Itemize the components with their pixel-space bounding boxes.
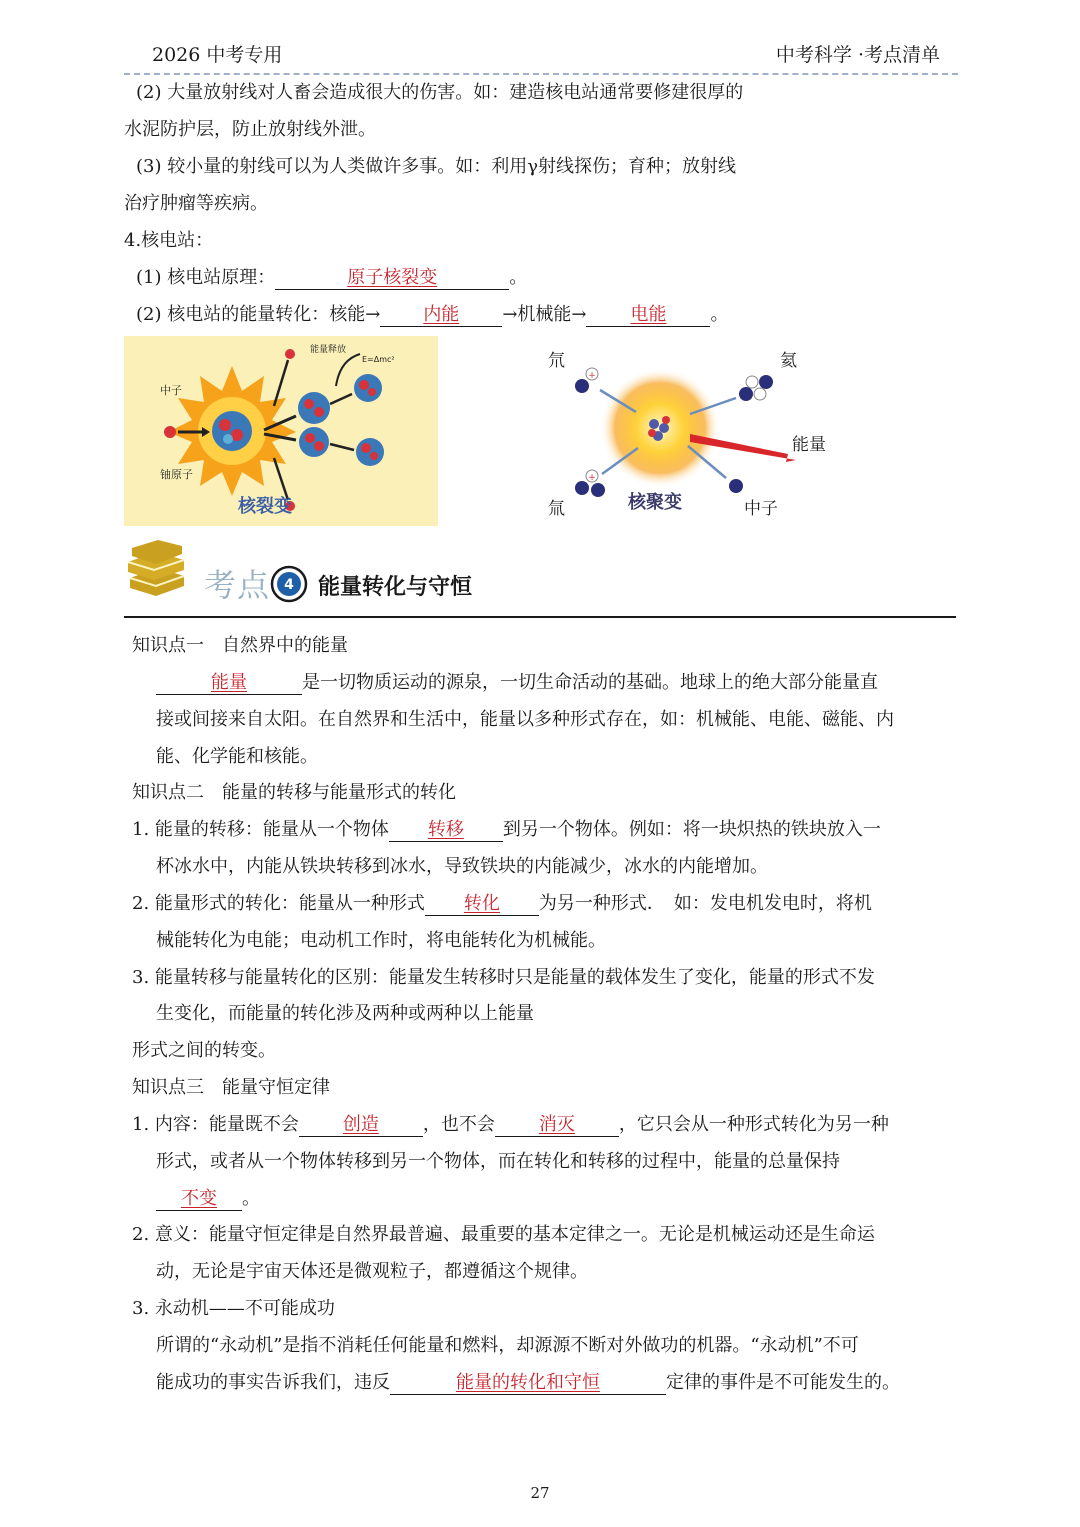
section-number-badge [270, 565, 308, 603]
nucleus-proton [219, 419, 231, 431]
k2-item3-line3: 形式之间的转变。 [132, 1040, 276, 1061]
fusion-particle [659, 423, 669, 433]
k2-item2-blank [425, 893, 539, 916]
section-divider [124, 616, 956, 618]
k3-item1-blank-1 [299, 1114, 423, 1137]
nuclear-plant-principle [136, 265, 527, 291]
kaodian-label: 考点 [204, 566, 271, 604]
tritium-neutron [591, 483, 605, 497]
fission-diagram [124, 336, 438, 526]
helium-proton [754, 388, 766, 400]
k2-item1-blank [389, 819, 503, 842]
k2-item2-post: 为另一种形式． 如：发电机发电时，将机 [538, 893, 872, 914]
fusion-proton [662, 416, 670, 424]
k3-item1-line3 [156, 1186, 260, 1212]
conversion-blank-1 [380, 304, 502, 327]
neutron-label: 中子 [160, 384, 182, 397]
incoming-neutron [164, 426, 176, 438]
fusion-particle [649, 419, 659, 429]
fission-title: 核裂变 [238, 496, 292, 517]
fusion-diagram [540, 336, 840, 526]
radiation-item-2-line1: (2) 大量放射线对人畜会造成很大的伤害。如：建造核电站通常要修建很厚的 [136, 82, 744, 103]
k1-line1 [156, 670, 878, 696]
k1-answer: 能量 [211, 672, 247, 693]
tritium-label: 氚 [548, 499, 565, 519]
k3-item3-line1: 3. 永动机——不可能成功 [132, 1298, 335, 1319]
k2-heading: 知识点二 能量的转移与能量形式的转化 [132, 782, 456, 803]
k2-item2-line1 [132, 891, 872, 917]
energy-release-label: 能量释放 [310, 345, 347, 355]
conversion-answer-1: 内能 [423, 304, 460, 325]
k3-item1-post: ，它只会从一种形式转化为另一种 [618, 1114, 889, 1135]
page-number: 27 [530, 1484, 550, 1502]
fragment-1-proton [314, 407, 324, 417]
k3-item1-blank-3 [156, 1188, 242, 1211]
k2-item3-line2: 生变化，而能量的转化涉及两种或两种以上能量 [156, 1003, 534, 1024]
fragment-1-proton [304, 399, 314, 409]
k2-item1-post: 到另一个物体。例如：将一块炽热的铁块放入一 [502, 819, 881, 840]
k3-item3-line3 [156, 1370, 900, 1396]
k1-line3: 能、化学能和核能。 [156, 746, 318, 767]
k1-heading: 知识点一 自然界中的能量 [132, 635, 348, 656]
k3-item1-line1 [132, 1112, 889, 1138]
helium-proton [746, 376, 758, 388]
k1-line2: 接或间接来自太阳。在自然界和生活中，能量以多种形式存在，如：机械能、电能、磁能、内 [156, 709, 894, 730]
k2-item1-pre: 1. 能量的转移：能量从一个物体 [132, 819, 389, 840]
product-1-proton [359, 380, 369, 390]
k3-item3-post: 定律的事件是不可能发生的。 [666, 1372, 900, 1393]
fusion-title: 核聚变 [628, 492, 682, 513]
k3-item3-answer: 能量的转化和守恒 [456, 1372, 600, 1393]
k3-item3-blank [390, 1372, 666, 1395]
principle-blank [275, 267, 509, 290]
principle-answer: 原子核裂变 [347, 267, 438, 288]
radiation-item-3-line1: (3) 较小量的射线可以为人类做许多事。如：利用γ射线探伤；育种；放射线 [136, 156, 736, 177]
conversion-blank-2 [586, 304, 710, 327]
fragment-2-proton [305, 433, 315, 443]
fragment-2 [299, 427, 329, 457]
deuterium-label: 氘 [548, 351, 565, 371]
plus-sign: + [588, 473, 596, 483]
k2-item2-pre: 2. 能量形式的转化：能量从一种形式 [132, 893, 425, 914]
k2-item3-line1: 3. 能量转移与能量转化的区别：能量发生转移时只是能量的载体发生了变化，能量的形式不发 [132, 967, 875, 988]
k2-item1-line2: 杯冰水中，内能从铁块转移到冰水，导致铁块的内能减少，冰水的内能增加。 [156, 856, 768, 877]
released-neutron-1 [285, 349, 295, 359]
helium-neutron [759, 375, 773, 389]
nuclear-plant-heading: 4.核电站： [124, 230, 214, 251]
k2-item1-answer: 转移 [427, 819, 464, 840]
helium-neutron [739, 387, 753, 401]
k3-heading: 知识点三 能量守恒定律 [132, 1077, 330, 1098]
conversion-end: 。 [710, 304, 729, 325]
badge-number: 4 [284, 577, 294, 593]
header-left: 2026 中考专用 [152, 44, 283, 66]
helium-label: 氦 [780, 351, 797, 371]
k3-item1-blank-2 [495, 1114, 619, 1137]
k1-line1-text: 是一切物质运动的源泉，一切生命活动的基础。地球上的绝大部分能量直 [302, 672, 878, 693]
k2-item1-line1 [132, 817, 881, 843]
k2-item2-answer: 转化 [463, 893, 500, 914]
k2-item2-line2: 械能转化为电能；电动机工作时，将电能转化为机械能。 [156, 930, 606, 951]
product-2 [356, 438, 384, 466]
conversion-answer-2: 电能 [630, 304, 667, 325]
principle-label: (1) 核电站原理： [136, 267, 276, 288]
header-right: 中考科学 ·考点清单 [775, 44, 940, 66]
principle-end: 。 [509, 267, 528, 288]
fragment-1 [298, 392, 330, 424]
fusion-proton [648, 429, 656, 437]
k3-item1-pre: 1. 内容：能量既不会 [132, 1114, 299, 1135]
k3-item1-mid: ，也不会 [422, 1114, 495, 1135]
radiation-item-2-line2: 水泥防护层，防止放射线外泄。 [124, 119, 376, 140]
k3-item3-line2: 所谓的“永动机”是指不消耗任何能量和燃料，却源源不断对外做功的机器。“永动机”不可 [156, 1335, 859, 1356]
k3-item3-pre: 能成功的事实告诉我们，违反 [156, 1372, 390, 1393]
neutron-label: 中子 [744, 499, 778, 519]
k3-item2-line2: 动，无论是宇宙天体还是微观粒子，都遵循这个规律。 [156, 1261, 588, 1282]
energy-formula: E=Δmc² [362, 355, 395, 364]
deuterium-neutron [575, 379, 589, 393]
product-1-proton [368, 388, 376, 396]
uranium-label: 铀原子 [160, 468, 193, 481]
nucleus-neutron [223, 434, 233, 444]
energy-label: 能量 [792, 435, 826, 455]
books-icon [124, 538, 190, 598]
k3-item1-line2: 形式，或者从一个物体转移到另一个物体，而在转化和转移的过程中，能量的总量保持 [156, 1151, 840, 1172]
k3-item1-answer-3: 不变 [181, 1188, 217, 1209]
released-neutron [729, 479, 743, 493]
conversion-mid: →机械能→ [502, 304, 587, 325]
k3-item1-answer-1: 创造 [342, 1114, 379, 1135]
product-2-proton [370, 452, 378, 460]
tritium-neutron [575, 481, 589, 495]
section-title: 能量转化与守恒 [318, 575, 473, 600]
uranium-nucleus [212, 411, 252, 451]
fragment-2-proton [314, 441, 324, 451]
radiation-item-3-line2: 治疗肿瘤等疾病。 [124, 193, 268, 214]
k3-item1-end: 。 [242, 1188, 260, 1209]
header-divider [124, 73, 958, 75]
k3-item1-answer-2: 消灭 [538, 1114, 575, 1135]
k1-blank [156, 672, 302, 695]
nuclear-plant-conversion [136, 302, 728, 328]
plus-sign: + [588, 371, 596, 381]
conversion-label: (2) 核电站的能量转化：核能→ [136, 304, 381, 325]
k3-item2-line1: 2. 意义：能量守恒定律是自然界最普遍、最重要的基本定律之一。无论是机械运动还是生命运 [132, 1224, 875, 1245]
product-2-proton [361, 443, 371, 453]
